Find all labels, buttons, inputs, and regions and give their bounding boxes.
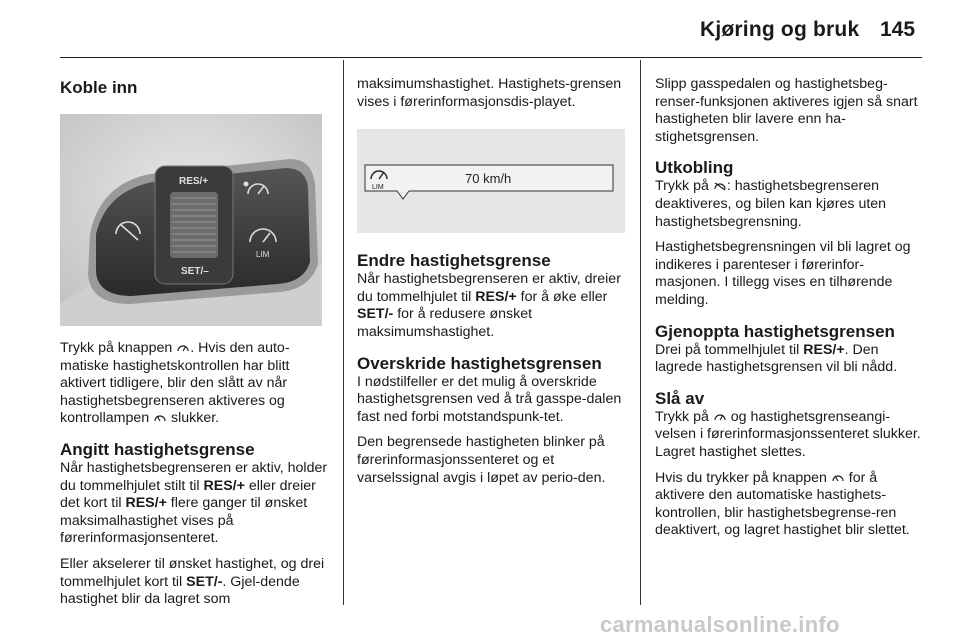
header-rule	[60, 57, 922, 58]
column-divider-1	[343, 60, 344, 605]
photo-label-res: RES/+	[179, 176, 209, 187]
utkobling-paragraph: Trykk på : hastighetsbegrenseren deaktiveres, og bilen kan kjøres uten hastighetsbegrensning.	[655, 178, 887, 230]
watermark: carmanualsonline.info	[600, 612, 840, 637]
heading-angitt-hastighetsgrense: Angitt hastighetsgrense	[60, 439, 255, 459]
cruise-control-indicator-icon	[153, 411, 167, 423]
overskride-paragraph: I nødstilfeller er det mulig å overskride hastighetsgrensen ved å trå gasspe-dalen fast ned forbi motstandspunk-tet.	[357, 373, 622, 425]
display-lim-label: LIM	[372, 184, 384, 192]
endre-paragraph: Når hastighetsbegrenseren er aktiv, dreier du tommelhjulet til RES/+ for å øke eller SET/- for å redusere ønsket maksimumshastighet.	[357, 271, 621, 340]
page-header-title: Kjøring og bruk	[700, 18, 860, 41]
cruise-control-icon	[831, 471, 845, 483]
maksimum-cont-paragraph: maksimumshastighet. Hastighets-grensen vises i førerinformasjonsdis-playet.	[357, 76, 622, 110]
column-2	[357, 60, 625, 487]
slipp-paragraph: Slipp gasspedalen og hastighetsbeg-renser-funksjonen aktiveres igjen så snart hastigheten blir lavere enn ha-stighetsgrensen.	[655, 76, 918, 145]
speed-limiter-icon	[176, 341, 190, 353]
steering-wheel-controls-photo	[60, 114, 322, 326]
heading-gjenoppta: Gjenoppta hastighetsgrensen	[655, 321, 895, 341]
heading-slaa-av: Slå av	[655, 388, 705, 408]
photo-label-lim: LIM	[256, 250, 270, 259]
photo-label-set: SET/–	[181, 266, 209, 277]
gjenoppta-paragraph: Drei på tommelhjulet til RES/+. Den lagrede hastighetsgrensen vil bli nådd.	[655, 341, 898, 376]
section-title-koble-inn: Koble inn	[60, 78, 138, 97]
page-number: 145	[880, 18, 916, 41]
heading-overskride-hastighetsgrensen: Overskride hastighetsgrensen	[357, 353, 602, 373]
speed-limiter-off-icon	[713, 179, 727, 191]
display-speed: 70 km/h	[465, 171, 512, 187]
driver-info-display-illustration	[357, 129, 625, 233]
hvis-paragraph: Hvis du trykker på knappen for å aktivere den automatiske hastighets-kontrollen, blir hastighetsbegrense-ren deaktivert, og lagret hastighet blir slettet.	[655, 469, 910, 539]
eller-paragraph: Eller akselerer til ønsket hastighet, og drei tommelhjulet kort til SET/-. Gjel-dende hastighet blir da lagret som	[60, 555, 325, 608]
angitt-paragraph: Når hastighetsbegrenseren er aktiv, holder du tommelhjulet stilt til RES/+ eller dreier det kort til RES/+ flere ganger til ønsket maksimalhastighet vises på førerinformasjonsenteret.	[60, 459, 328, 547]
blink-paragraph: Den begrensede hastigheten blinker på førerinformasjonssenteret og et varselssignal avgis i løpet av perio-den.	[357, 434, 606, 486]
heading-utkobling: Utkobling	[655, 158, 734, 178]
column-divider-2	[640, 60, 641, 605]
koble-inn-paragraph: Trykk på knappen . Hvis den auto-matiske hastighetskontrollen har blitt aktivert tidligere, blir den slått av når hastighetsbegrenseren aktiveres og kontrollampen slukker.	[60, 340, 290, 427]
column-3	[655, 60, 925, 540]
speed-limiter-icon	[713, 410, 727, 422]
column-1	[60, 60, 330, 609]
slaa-av-paragraph: Trykk på og hastighetsgrenseangi-velsen i førerinformasjonssenteret slukker. Lagret hastighet slettes.	[655, 408, 921, 460]
lagret-paragraph: Hastighetsbegrensningen vil bli lagret og indikeres i parenteser i førerinfor-masjonen. I tillegg vises en tilhørende melding.	[655, 239, 911, 308]
heading-endre-hastighetsgrense: Endre hastighetsgrense	[357, 251, 551, 271]
